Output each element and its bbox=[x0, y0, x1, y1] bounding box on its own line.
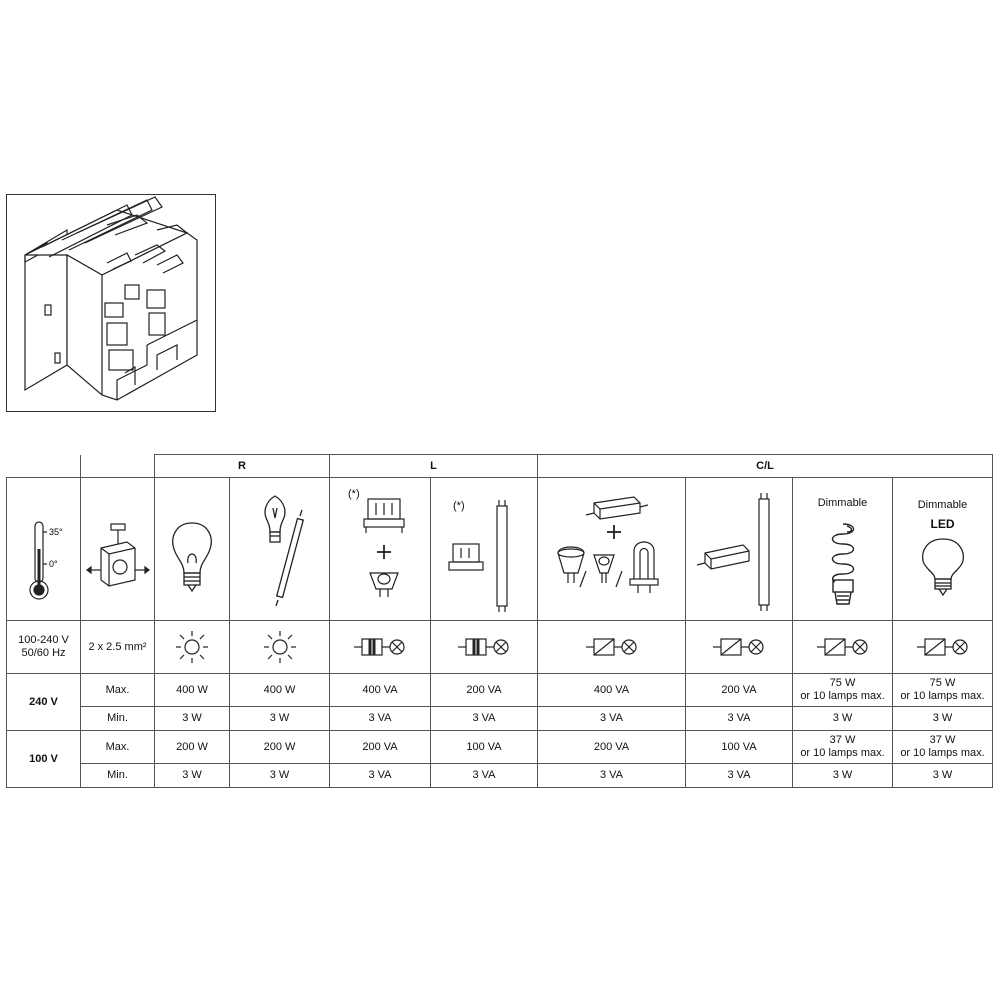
halogen-lamp-icon bbox=[235, 488, 325, 618]
load-dimmable-led-cell bbox=[893, 478, 993, 621]
load-ferromagnetic-fluorescent-cell bbox=[431, 478, 538, 621]
cell-100-max-3: 100 VA bbox=[431, 731, 538, 764]
inductive-load-symbol-icon bbox=[454, 632, 514, 662]
cell-240-min-6: 3 W bbox=[793, 707, 893, 731]
asterisk-note-2: (*) bbox=[453, 500, 465, 512]
dimmable-led-label: Dimmable bbox=[917, 498, 968, 511]
cell-240-max-7-note: or 10 lamps max. bbox=[900, 690, 985, 702]
row-240v-min bbox=[7, 707, 993, 731]
symbol-capacitive-1 bbox=[538, 621, 686, 674]
supply-cell bbox=[7, 621, 81, 674]
cell-240-max-5: 200 VA bbox=[686, 674, 793, 707]
max-label: Max. bbox=[81, 731, 155, 764]
cell-240-max-2: 400 VA bbox=[330, 674, 431, 707]
load-dimmable-cfl-cell bbox=[793, 478, 893, 621]
cell-100-max-6 bbox=[793, 731, 893, 764]
load-spec-table bbox=[6, 454, 993, 788]
inductive-load-symbol-icon bbox=[350, 632, 410, 662]
led-bulb-icon bbox=[913, 533, 973, 608]
asterisk-note: (*) bbox=[348, 488, 360, 500]
temperature-cell bbox=[7, 478, 81, 621]
row-100v-max bbox=[7, 731, 993, 764]
cell-100-max-5: 100 VA bbox=[686, 731, 793, 764]
cell-100-min-1: 3 W bbox=[230, 764, 330, 788]
cell-240-min-0: 3 W bbox=[155, 707, 230, 731]
electronic-load-symbol-icon bbox=[913, 632, 973, 662]
symbol-resistive-1 bbox=[155, 621, 230, 674]
cell-240-min-5: 3 VA bbox=[686, 707, 793, 731]
cell-100-min-0: 3 W bbox=[155, 764, 230, 788]
group-r: R bbox=[155, 455, 330, 478]
cell-100-min-5: 3 VA bbox=[686, 764, 793, 788]
max-label: Max. bbox=[81, 674, 155, 707]
terminal-cell bbox=[81, 478, 155, 621]
led-label: LED bbox=[930, 516, 955, 531]
module-device-icon bbox=[7, 195, 215, 411]
cell-240-max-6-note: or 10 lamps max. bbox=[800, 690, 885, 702]
cell-100-min-6: 3 W bbox=[793, 764, 893, 788]
cfl-spiral-icon bbox=[813, 520, 873, 610]
cell-240-max-7 bbox=[893, 674, 993, 707]
voltage-240-label: 240 V bbox=[7, 674, 81, 731]
incandescent-bulb-icon bbox=[162, 513, 222, 613]
cell-100-max-2: 200 VA bbox=[330, 731, 431, 764]
load-electronic-transformer-cell bbox=[538, 478, 686, 621]
electronic-load-symbol-icon bbox=[709, 632, 769, 662]
cell-240-min-7: 3 W bbox=[893, 707, 993, 731]
cell-240-min-2: 3 VA bbox=[330, 707, 431, 731]
cell-240-max-0: 400 W bbox=[155, 674, 230, 707]
load-incandescent-cell bbox=[155, 478, 230, 621]
temp-low: 0° bbox=[48, 559, 58, 569]
cell-240-min-3: 3 VA bbox=[431, 707, 538, 731]
resistive-lamp-symbol-icon bbox=[172, 627, 212, 667]
terminal-screw-icon bbox=[83, 518, 153, 618]
cell-240-max-7-value: 75 W bbox=[929, 677, 956, 689]
cell-100-min-7: 3 W bbox=[893, 764, 993, 788]
cell-100-max-7-note: or 10 lamps max. bbox=[900, 747, 985, 759]
cell-100-max-7 bbox=[893, 731, 993, 764]
voltage-100-label: 100 V bbox=[7, 731, 81, 788]
product-image bbox=[6, 194, 216, 412]
electronic-transformer-lamps-icon bbox=[542, 487, 682, 617]
cell-100-min-2: 3 VA bbox=[330, 764, 431, 788]
transformer-halogen-icon bbox=[340, 493, 420, 618]
symbol-capacitive-4 bbox=[893, 621, 993, 674]
cell-240-max-1: 400 W bbox=[230, 674, 330, 707]
cell-240-min-4: 3 VA bbox=[538, 707, 686, 731]
cell-240-max-6-value: 75 W bbox=[829, 677, 856, 689]
temp-high: 35° bbox=[48, 527, 63, 537]
thermometer-icon bbox=[9, 514, 79, 614]
cell-100-max-4: 200 VA bbox=[538, 731, 686, 764]
min-label: Min. bbox=[81, 764, 155, 788]
cell-100-max-6-note: or 10 lamps max. bbox=[800, 747, 885, 759]
cell-100-max-0: 200 W bbox=[155, 731, 230, 764]
electronic-load-symbol-icon bbox=[813, 632, 873, 662]
group-l: L bbox=[330, 455, 538, 478]
electronic-ballast-fluorescent-icon bbox=[689, 487, 789, 617]
cell-100-min-3: 3 VA bbox=[431, 764, 538, 788]
symbol-inductive-1 bbox=[330, 621, 431, 674]
symbol-resistive-2 bbox=[230, 621, 330, 674]
cell-100-max-6-value: 37 W bbox=[829, 734, 856, 746]
resistive-lamp-symbol-icon bbox=[260, 627, 300, 667]
symbol-capacitive-3 bbox=[793, 621, 893, 674]
row-240v-max bbox=[7, 674, 993, 707]
wire-section: 2 x 2.5 mm² bbox=[81, 621, 155, 674]
supply-voltage: 100-240 V bbox=[18, 634, 69, 646]
symbol-inductive-2 bbox=[431, 621, 538, 674]
supply-frequency: 50/60 Hz bbox=[21, 647, 66, 659]
cell-100-max-7-value: 37 W bbox=[929, 734, 956, 746]
cell-100-min-4: 3 VA bbox=[538, 764, 686, 788]
cell-100-max-1: 200 W bbox=[230, 731, 330, 764]
group-cl: C/L bbox=[538, 455, 993, 478]
cell-240-min-1: 3 W bbox=[230, 707, 330, 731]
min-label: Min. bbox=[81, 707, 155, 731]
symbol-capacitive-2 bbox=[686, 621, 793, 674]
dimmable-label: Dimmable bbox=[817, 496, 868, 509]
load-ferromagnetic-halogen-cell bbox=[330, 478, 431, 621]
cell-240-max-4: 400 VA bbox=[538, 674, 686, 707]
cell-240-max-3: 200 VA bbox=[431, 674, 538, 707]
load-halogen-cell bbox=[230, 478, 330, 621]
load-electronic-fluorescent-cell bbox=[686, 478, 793, 621]
row-100v-min bbox=[7, 764, 993, 788]
cell-240-max-6 bbox=[793, 674, 893, 707]
electronic-load-symbol-icon bbox=[582, 632, 642, 662]
